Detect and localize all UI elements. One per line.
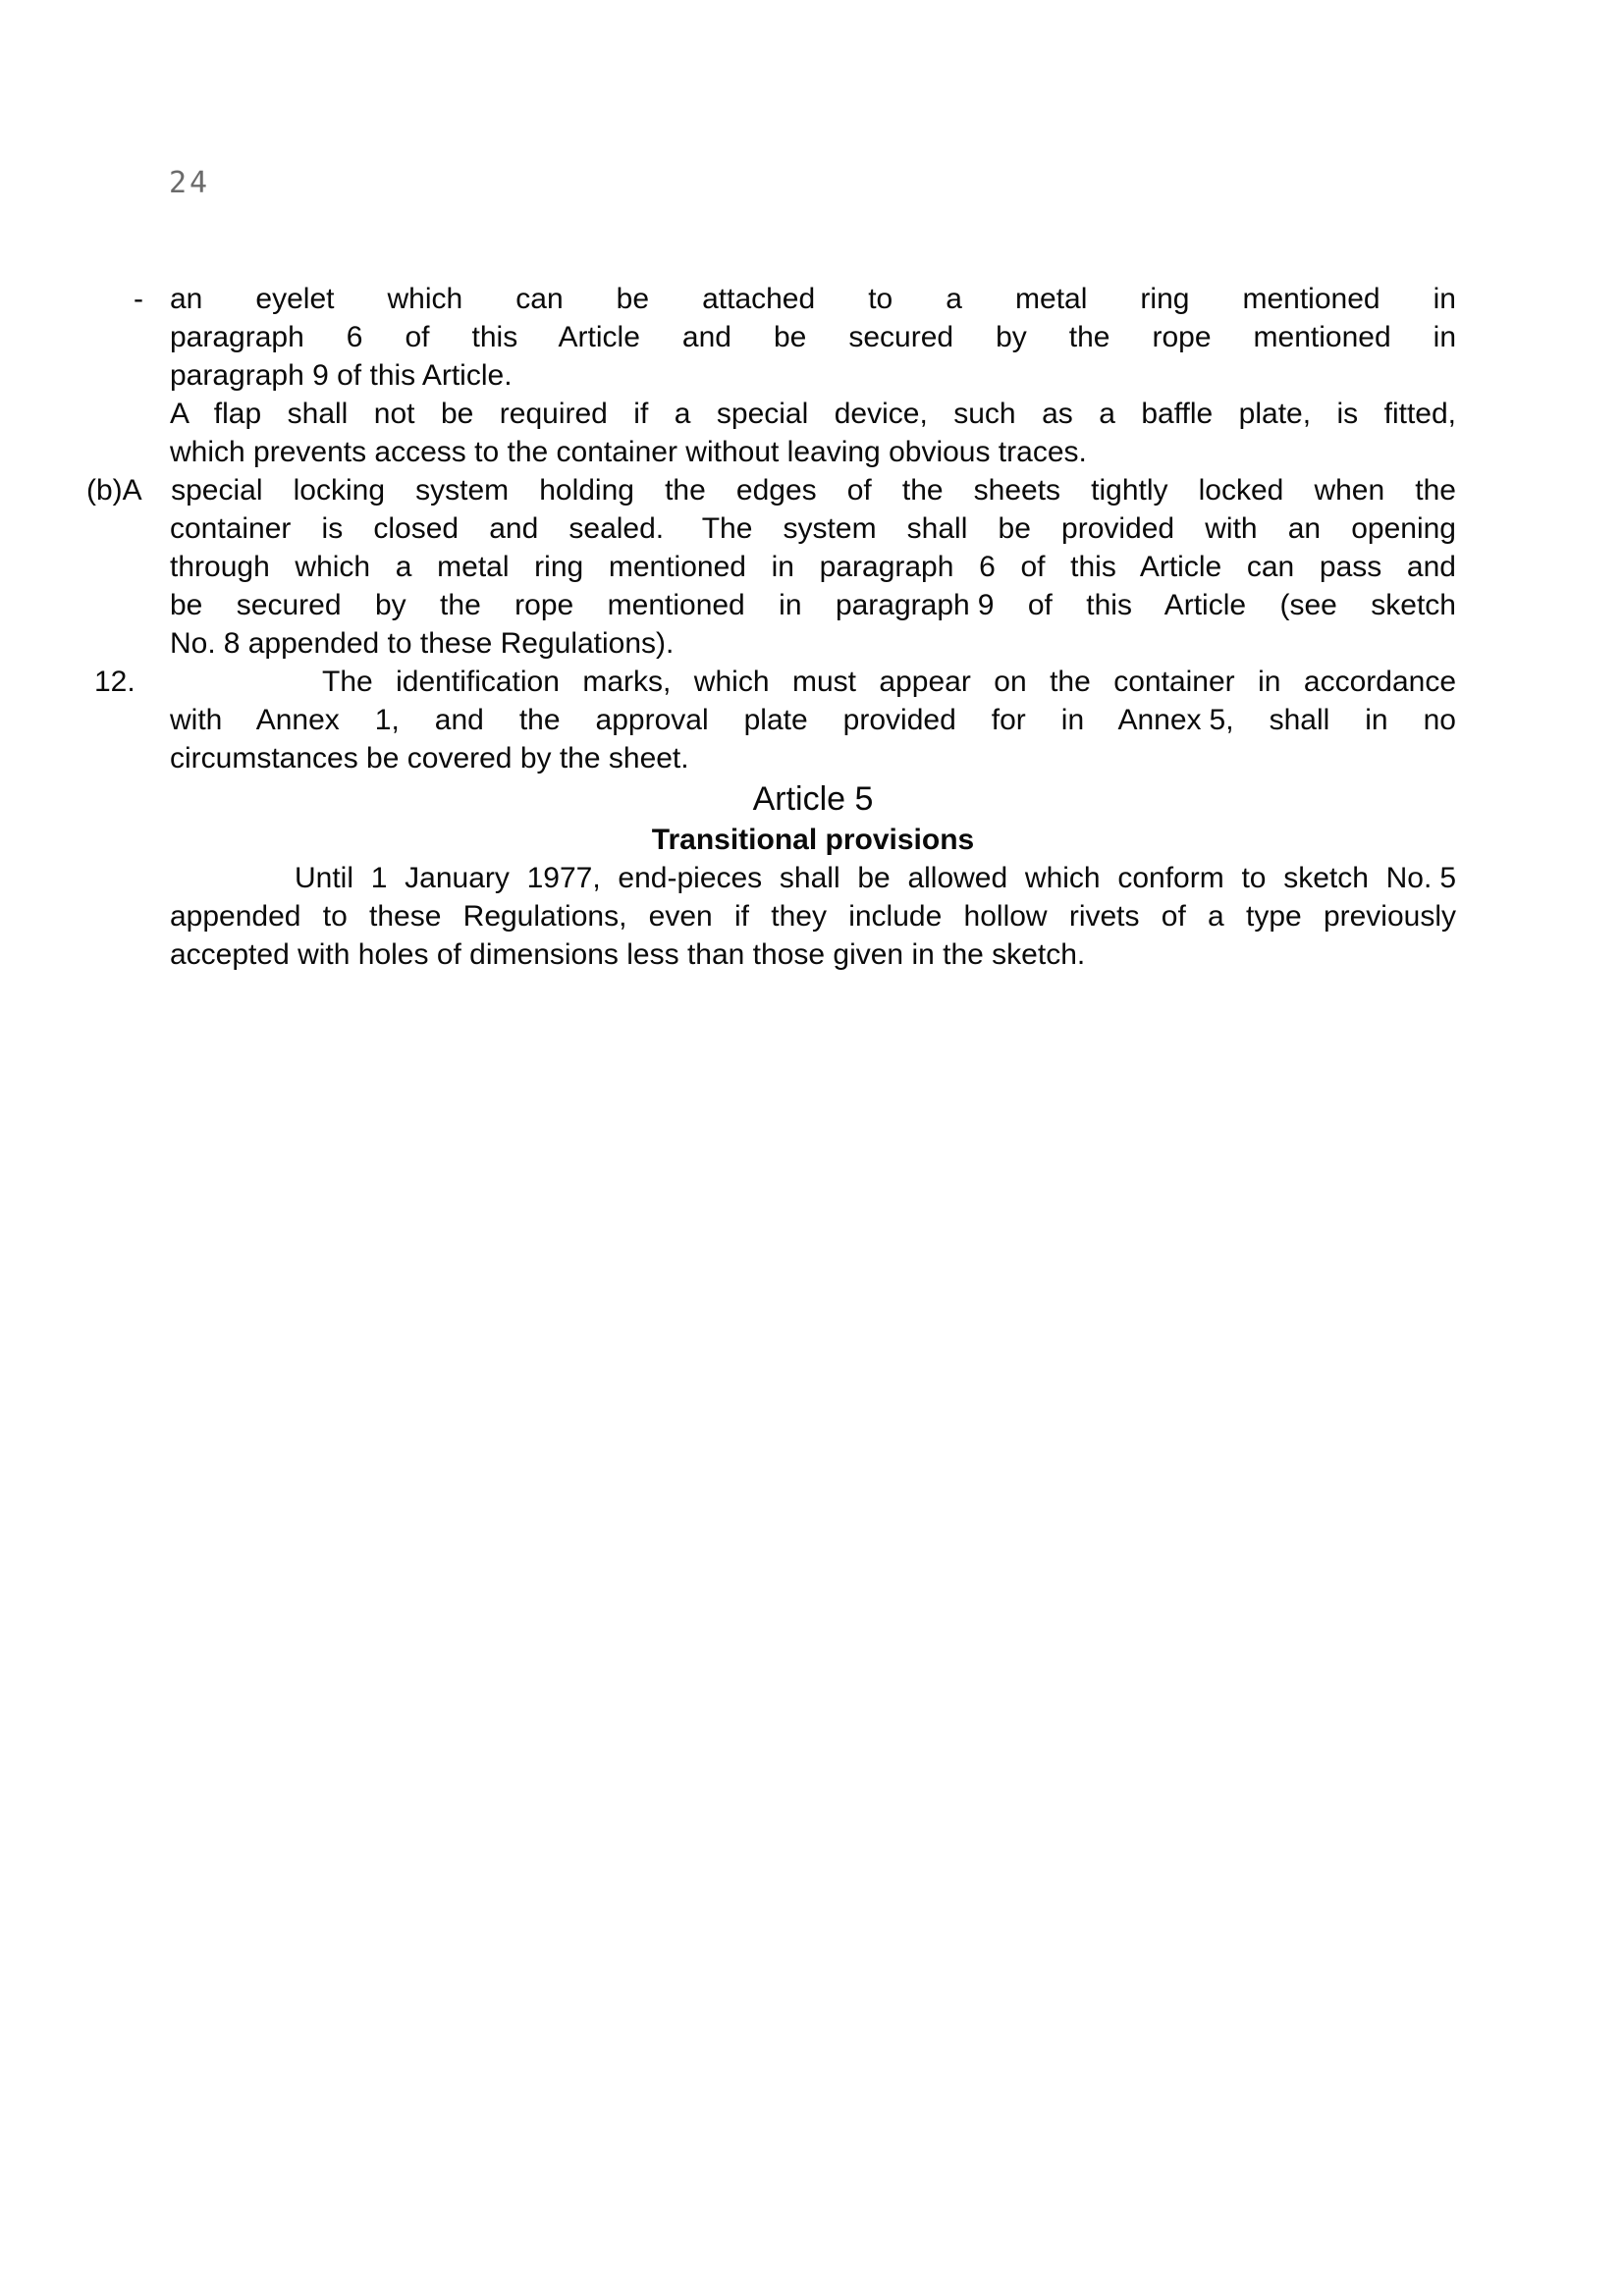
flap-paragraph	[170, 395, 1456, 471]
item-b-paragraph	[86, 471, 1456, 663]
article-heading: Article 5	[752, 780, 874, 818]
text-line: accepted with holes of dimensions less than those given in the sketch.	[170, 938, 1086, 971]
text-line: (b)A special locking system holding the edges of the sheets tightly locked when the	[86, 474, 1456, 507]
item-12-paragraph	[94, 663, 1456, 777]
text-line: No. 8 appended to these Regulations).	[170, 627, 675, 660]
text-line: paragraph 6 of this Article and be secured by the rope mentioned in	[170, 321, 1456, 353]
text-line: A flap shall not be required if a special device, such as a baffle plate, is fitted,	[170, 398, 1456, 430]
page-content	[86, 280, 1456, 974]
text-line: be secured by the rope mentioned in paragraph 9 of this Article (see sketch	[170, 589, 1456, 621]
text-line: through which a metal ring mentioned in paragraph 6 of this Article can pass and	[170, 551, 1456, 583]
transitional-paragraph	[170, 859, 1456, 974]
article-subtitle: Transitional provisions	[651, 824, 975, 856]
item-12-number: 12.	[94, 666, 135, 698]
bullet-dash: -	[134, 283, 143, 315]
bullet-item	[134, 280, 1456, 395]
text-line: container is closed and sealed. The system shall be provided with an opening	[170, 512, 1456, 545]
text-line: Until 1 January 1977, end-pieces shall be allowed which conform to sketch No. 5	[295, 862, 1456, 894]
bullet-text	[170, 280, 1456, 395]
text-line: The identification marks, which must appear on the container in accordance	[322, 666, 1456, 698]
text-line: appended to these Regulations, even if they include hollow rivets of a type previously	[170, 900, 1456, 933]
text-line: which prevents access to the container without leaving obvious traces.	[170, 436, 1087, 468]
item-12-text	[170, 663, 1456, 777]
page-number: 24	[169, 166, 211, 200]
text-line: circumstances be covered by the sheet.	[170, 742, 689, 774]
text-line: paragraph 9 of this Article.	[170, 359, 513, 392]
text-line: with Annex 1, and the approval plate provided for in Annex 5, shall in no	[170, 704, 1456, 736]
text-line: an eyelet which can be attached to a metal ring mentioned in	[170, 283, 1456, 315]
